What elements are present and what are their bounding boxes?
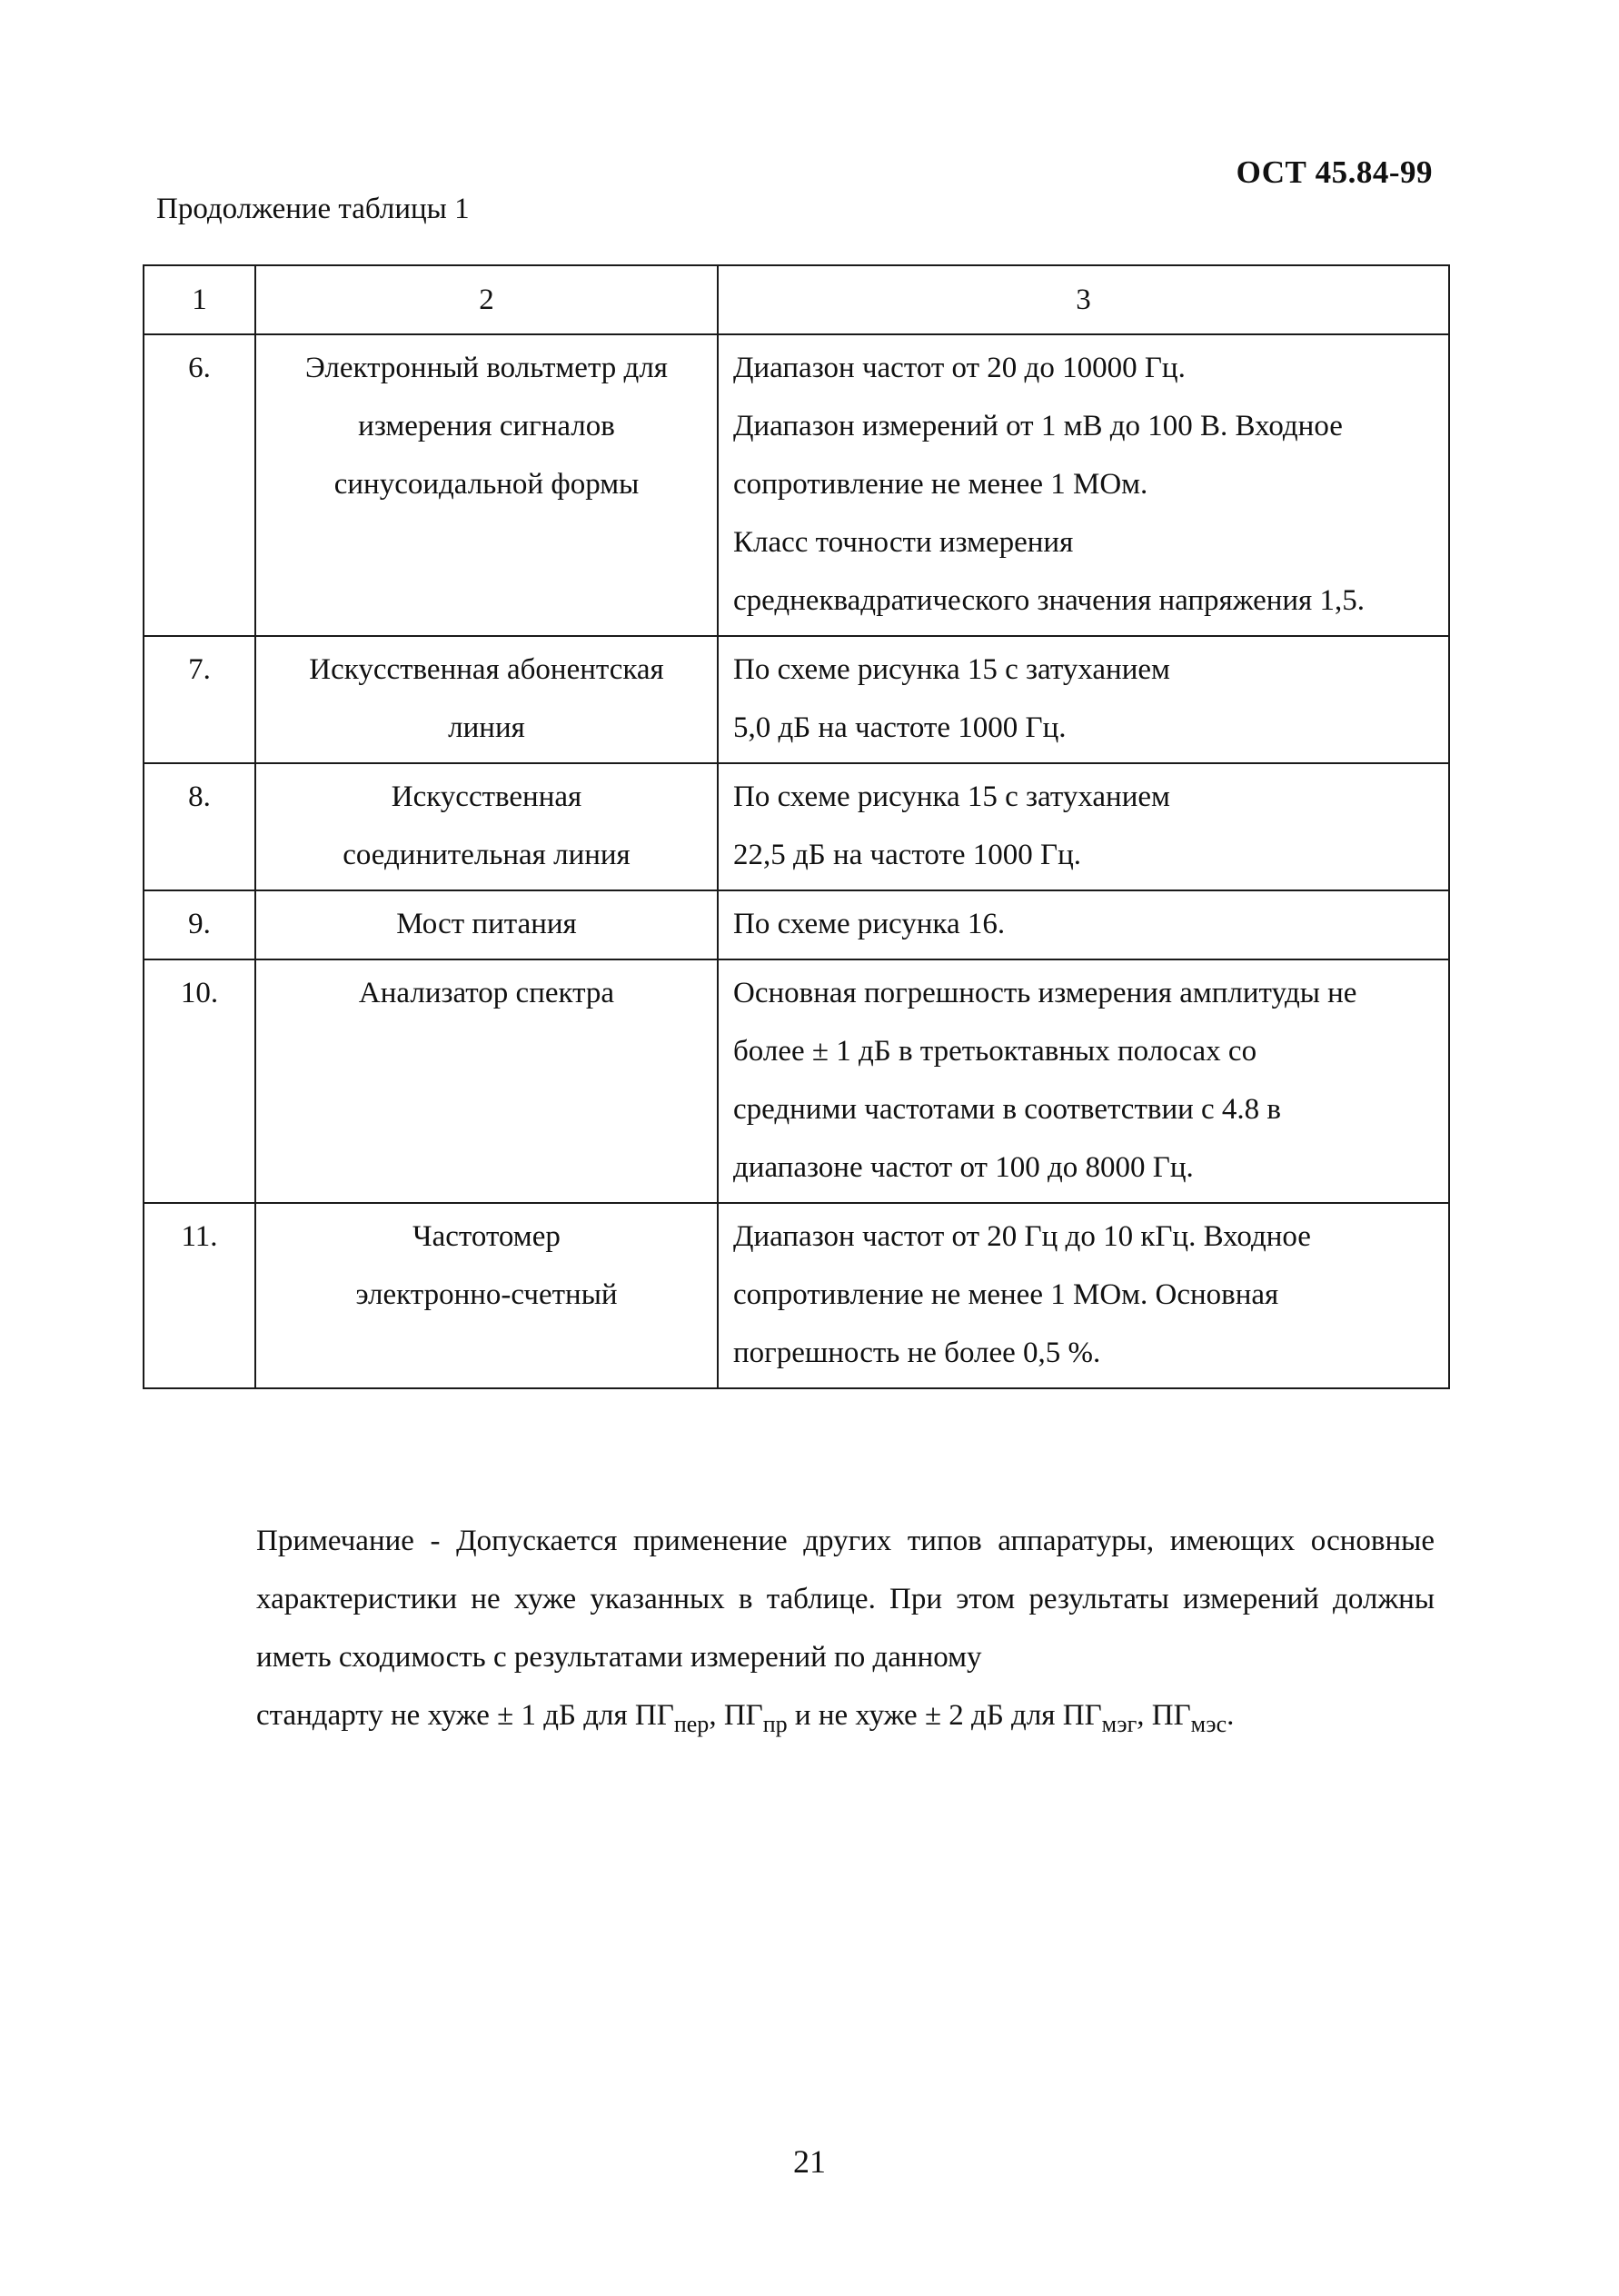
row-number: 8. (144, 763, 255, 890)
equipment-specs (718, 636, 1449, 763)
spec-line: 5,0 дБ на частоте 1000 Гц. (733, 711, 1067, 744)
spec-line: По схеме рисунка 15 с затуханием (733, 780, 1170, 813)
equipment-specs (718, 763, 1449, 890)
name-line: соединительная линия (343, 839, 631, 871)
subscript: пр (762, 1711, 788, 1737)
row-number: 9. (144, 890, 255, 959)
spec-line: диапазоне частот от 100 до 8000 Гц. (733, 1151, 1194, 1184)
equipment-specs (718, 959, 1449, 1203)
spec-line: Диапазон измерений от 1 мВ до 100 В. Входное (733, 410, 1343, 442)
name-line: Искусственная абонентская (309, 653, 664, 686)
note-text: , ПГ (1137, 1699, 1191, 1732)
equipment-name (255, 636, 718, 763)
spec-line: погрешность не более 0,5 %. (733, 1337, 1101, 1369)
row-number: 7. (144, 636, 255, 763)
equipment-name (255, 959, 718, 1203)
spec-line: средними частотами в соответствии с 4.8 в (733, 1093, 1281, 1126)
spec-line: По схеме рисунка 16. (733, 908, 1006, 940)
note-text: стандарту не хуже ± 1 дБ для ПГ (256, 1699, 674, 1732)
spec-line: сопротивление не менее 1 МОм. Основная (733, 1278, 1279, 1311)
spec-line: Диапазон частот от 20 Гц до 10 кГц. Входное (733, 1220, 1311, 1253)
equipment-specs (718, 890, 1449, 959)
name-line: измерения сигналов (358, 410, 615, 442)
row-number: 6. (144, 334, 255, 636)
subscript: пер (673, 1711, 710, 1737)
subscript: мэс (1190, 1711, 1227, 1737)
table-row (144, 890, 1449, 959)
equipment-name (255, 763, 718, 890)
document-code: ОСТ 45.84-99 (1236, 154, 1433, 190)
name-line: Электронный вольтметр для (305, 352, 668, 384)
spec-line: По схеме рисунка 15 с затуханием (733, 653, 1170, 686)
equipment-name (255, 890, 718, 959)
table-caption: Продолжение таблицы 1 (156, 193, 470, 225)
name-line: синусоидальной формы (333, 468, 640, 501)
row-number: 10. (144, 959, 255, 1203)
row-number: 11. (144, 1203, 255, 1388)
column-header: 3 (718, 265, 1449, 334)
column-header: 1 (144, 265, 255, 334)
table-row (144, 636, 1449, 763)
table-row (144, 763, 1449, 890)
name-line: Частотомер (412, 1220, 561, 1253)
equipment-name (255, 334, 718, 636)
note-text: и не хуже ± 2 дБ для ПГ (787, 1699, 1102, 1732)
name-line: Мост питания (396, 908, 577, 940)
table-row (144, 959, 1449, 1203)
note-last-line (256, 1686, 1435, 1744)
table-header-row (144, 265, 1449, 334)
table-row (144, 1203, 1449, 1388)
spec-line: сопротивление не менее 1 МОм. (733, 468, 1148, 501)
name-line: линия (448, 711, 525, 744)
spec-line: 22,5 дБ на частоте 1000 Гц. (733, 839, 1082, 871)
note-text: . (1227, 1699, 1235, 1732)
equipment-name (255, 1203, 718, 1388)
equipment-specs (718, 334, 1449, 636)
name-line: Искусственная (391, 780, 582, 813)
subscript: мэг (1101, 1711, 1137, 1737)
spec-line: среднеквадратического значения напряжения 1,5. (733, 584, 1365, 617)
note-body: Примечание - Допускается применение других типов аппаратуры, имеющих основные характеристики не хуже указанных в таблице. При этом результаты измерений должны иметь сходимость с результатами измерений по данному (256, 1525, 1435, 1674)
column-header: 2 (255, 265, 718, 334)
equipment-specs (718, 1203, 1449, 1388)
equipment-table (143, 264, 1450, 1389)
spec-line: более ± 1 дБ в третьоктавных полосах со (733, 1035, 1257, 1068)
spec-line: Основная погрешность измерения амплитуды не (733, 977, 1357, 1009)
spec-line: Класс точности измерения (733, 526, 1074, 559)
page-number: 21 (793, 2143, 826, 2180)
spec-line: Диапазон частот от 20 до 10000 Гц. (733, 352, 1186, 384)
name-line: Анализатор спектра (358, 977, 615, 1009)
note-paragraph (256, 1512, 1435, 1744)
table-row (144, 334, 1449, 636)
note-text: , ПГ (709, 1699, 763, 1732)
name-line: электронно-счетный (355, 1278, 618, 1311)
